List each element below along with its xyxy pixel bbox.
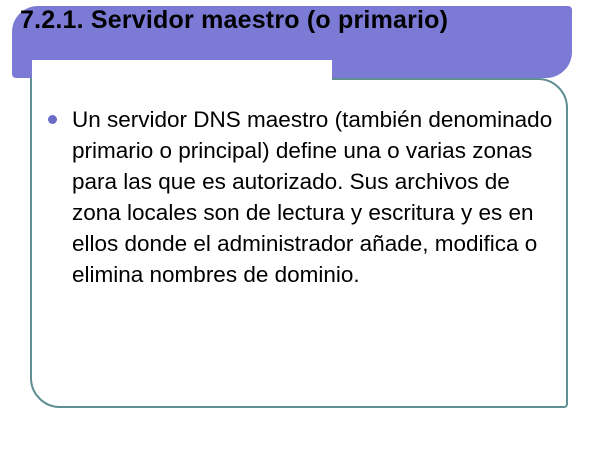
title-overlap-mask bbox=[32, 60, 332, 82]
list-item bbox=[44, 104, 564, 290]
list-item-text: Un servidor DNS maestro (también denominado primario o principal) define una o varias zonas para las que es autorizado. Sus archivos de zona locales son de lectura y escritura y es en ellos donde el administrador añade, modifica o elimina nombres de dominio. bbox=[72, 107, 553, 288]
page-title: 7.2.1. Servidor maestro (o primario) bbox=[20, 6, 449, 34]
bullet-list bbox=[44, 104, 564, 290]
bullet-dot-icon bbox=[48, 115, 57, 124]
